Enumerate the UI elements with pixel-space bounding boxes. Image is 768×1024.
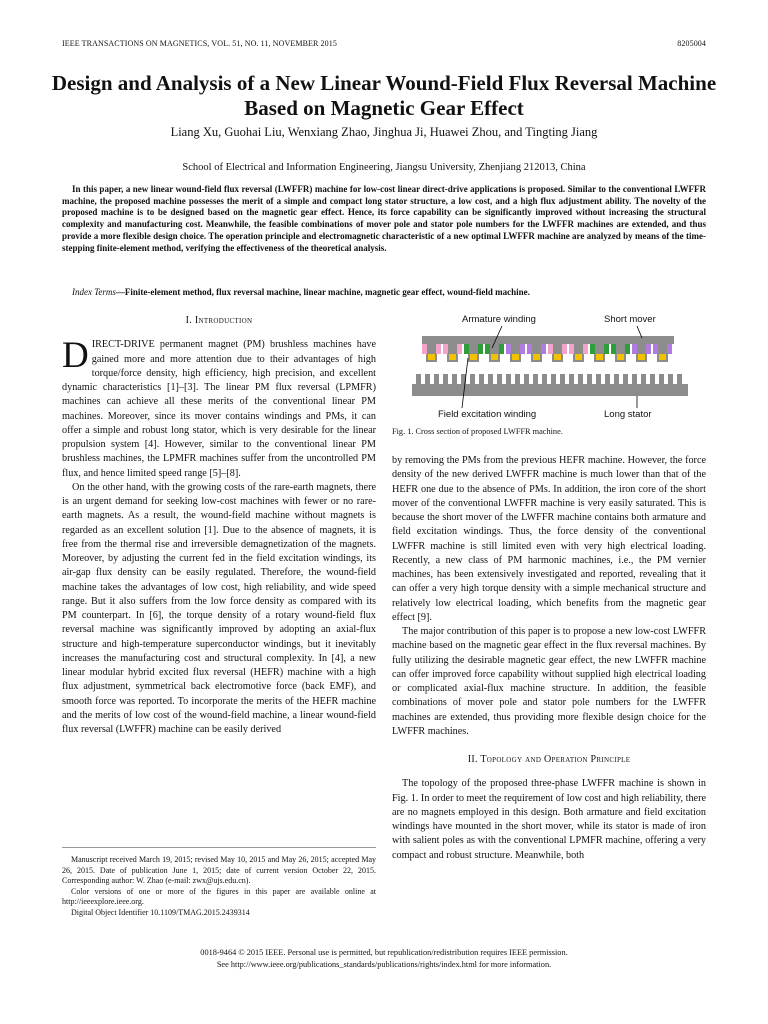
index-terms-text: Finite-element method, flux reversal machine, linear machine, magnetic gear effect, wound-field machine.	[124, 287, 530, 297]
armature-coil	[632, 344, 637, 354]
running-head	[62, 39, 706, 48]
armature-coil	[625, 344, 630, 354]
label-field-excitation-winding: Field excitation winding	[438, 409, 537, 420]
stator-tooth	[515, 374, 520, 384]
footnote-doi: Digital Object Identifier 10.1109/TMAG.2015.2439314	[71, 907, 250, 917]
stator-tooth	[614, 374, 619, 384]
author-list: Liang Xu, Guohai Liu, Wenxiang Zhao, Jinghua Ji, Huawei Zhou, and Tingting Jiang	[170, 125, 598, 139]
armature-coil	[667, 344, 672, 354]
stator-tooth	[542, 374, 547, 384]
copyright-notice	[62, 947, 706, 971]
armature-coil	[520, 344, 525, 354]
index-terms: Index Terms—Finite-element method, flux reversal machine, linear machine, magnetic gear effect, wound-field machine.	[72, 287, 530, 297]
stator-tooth	[659, 374, 664, 384]
stator-tooth	[497, 374, 502, 384]
label-short-mover: Short mover	[604, 314, 656, 325]
stator-tooth	[605, 374, 610, 384]
article-number: 8205004	[677, 39, 706, 48]
stator-tooth	[641, 374, 646, 384]
stator-tooth	[650, 374, 655, 384]
armature-coil	[562, 344, 567, 354]
armature-coil	[499, 344, 504, 354]
armature-coil	[485, 344, 490, 354]
stator-tooth	[668, 374, 673, 384]
stator-tooth	[524, 374, 529, 384]
footnote-rule	[62, 847, 376, 848]
field-coil	[428, 354, 435, 360]
stator-tooth	[578, 374, 583, 384]
footnote-manuscript: Manuscript received March 19, 2015; revised May 10, 2015 and May 26, 2015; accepted May 26, 2015. Date of publication June 1, 2015; date of current version October 22, 2015. Corresponding author: W. Zhao (e-mail: zwx@ujs.edu.cn).	[62, 855, 376, 886]
stator-tooth	[479, 374, 484, 384]
armature-coil	[548, 344, 553, 354]
stator-tooth	[452, 374, 457, 384]
stator-tooth	[587, 374, 592, 384]
section-heading-topology: II. Topology and Operation Principle	[467, 754, 631, 765]
field-coil	[491, 354, 498, 360]
topology-paragraph-1: The topology of the proposed three-phase LWFFR machine is shown in Fig. 1. In order to meet the requirement of low cost and high reliability, there are no magnets employed in this design. Both armature and field excitation windings have mounted in the short mover, while its stator is made of iron with salient poles as with the conventional LPMFR machine, offering a very compact and robust structure. Meanwhile, both	[392, 778, 706, 861]
stator-tooth	[623, 374, 628, 384]
armature-coil	[527, 344, 532, 354]
right-column	[392, 454, 706, 863]
field-coil	[512, 354, 519, 360]
stator-tooth	[569, 374, 574, 384]
armature-coil	[583, 344, 588, 354]
field-coil	[533, 354, 540, 360]
intro-paragraph-1	[62, 335, 376, 481]
journal-name: IEEE TRANSACTIONS ON MAGNETICS, VOL. 51, NO. 11, NOVEMBER 2015	[62, 39, 337, 48]
copyright-line-1: 0018-9464 © 2015 IEEE. Personal use is permitted, but republication/redistribution requires IEEE permission.	[200, 948, 568, 957]
stator-tooth	[533, 374, 538, 384]
stator-tooth	[596, 374, 601, 384]
index-terms-label: Index Terms	[72, 287, 116, 297]
paper-title: Design and Analysis of a New Linear Wound-Field Flux Reversal Machine Based on Magnetic Gear Effect	[51, 71, 717, 120]
footnote-color: Color versions of one or more of the figures in this paper are available online at http://ieeexplore.ieee.org.	[62, 886, 376, 907]
cross-section-diagram	[392, 312, 706, 424]
field-coil	[449, 354, 456, 360]
intro-paragraph-2: On the other hand, with the growing costs of the rare-earth magnets, there is an urgent demand for seeking low-cost machines with fewer or no rare-earth magnets. As a result, the wound-field machine without magnets is regarded as an excellent solution [1]. Due to the absence of magnets, it is free from the thermal rise and irreversible demagnetization of the magnets. Moreover, by adjusting the current fed in the field excitation windings, its air-gap flux density can be easily regulated. Therefore, the wound-field machine takes the advantages of low cost, high reliability, and wide speed range. But it also suffers from the low force density as compared with its PM counterpart. In [6], the torque density of a rotary wound-field flux reversal machine was significantly improved by adopting an axial-flux structure and high-temperature superconductor windings, but it inevitably increases the manufacturing cost and structural complexity. In [4], a new linear modular hybrid excited flux reversal (HEFR) machine with a high flux adjustment, symmetrical back electromotive force (back EMF), and smooth force was reported. To incorporate the merits of the HEFR machine and the merits of low cost of the wound-field machine, a linear wound-field flux reversal (LWFFR) machine can be easily derived	[62, 481, 376, 735]
mover-yoke	[422, 336, 674, 344]
field-coil	[575, 354, 582, 360]
footnote	[62, 855, 376, 919]
intro-paragraph-1-text: IRECT-DRIVE permanent magnet (PM) brushless machines have gained more and more attention due to their advantages of high torque/force density, high efficiency, high precision, and excellent dynamic characteristics [1]–[3]. The linear PM flux reversal (LPMFR) machines can achieve all these merits of the conventional linear PM machines. Moreover, since its mover contains windings and PMs, it can offer a simple and robust long stator, which is very desirable for the linear propulsion system [4]. However, similar to the conventional linear PM brushless machines, the LPMFR machines suffer from the uncontrolled PM flux, and hence limited speed range [5]–[8].	[62, 339, 376, 479]
stator-tooth	[677, 374, 682, 384]
stator-tooth	[488, 374, 493, 384]
stator-tooth	[470, 374, 475, 384]
figure-1	[392, 312, 706, 424]
stator-tooth	[425, 374, 430, 384]
field-coil	[617, 354, 624, 360]
armature-coil	[506, 344, 511, 354]
armature-coil	[646, 344, 651, 354]
armature-coil	[590, 344, 595, 354]
copyright-line-2: See http://www.ieee.org/publications_standards/publications/rights/index.html for more information.	[216, 960, 552, 969]
label-armature-winding: Armature winding	[462, 314, 536, 325]
abstract: In this paper, a new linear wound-field flux reversal (LWFFR) machine for low-cost linear direct-drive applications is proposed. Similar to the conventional LWFFR machine, the proposed machine possesses the merit of a simple and compact long stator structure, a low cost, and a high flux adjustment ability. The novelty of the proposed machine is to be designed based on the magnetic gear effect. Hence, its force capability can be significantly improved without increasing the structural complexity and manufacturing cost. Meanwhile, the feasible combinations of mover pole and stator pole numbers for the LWFFR machines are extended, and thus provide a more flexible design choice. The operation principle and electromagnetic characteristic of a new optimal LWFFR machine are analyzed by means of the time-stepping finite-element method, verifying the effectiveness of the theoretical analysis.	[62, 184, 706, 253]
field-coil	[596, 354, 603, 360]
stator-tooth	[551, 374, 556, 384]
stator-yoke	[412, 384, 688, 396]
stator-tooth	[434, 374, 439, 384]
intro-paragraph-3: by removing the PMs from the previous HEFR machine. However, the force density of the new derived LWFFR machine is much lower than that of the HEFR one due to the absence of PMs. In addition, the iron core of the short mover of the conventional LWFFR machine is very easily saturated. This is because the short mover of the LWFFR machine contains both armature and field excitation windings. Thus, the force density of the conventional LWFFR machine is still limited even with very high electrical loading. Recently, a new class of PM harmonic machines, i.e., the PM vernier machines, has been extensively investigated and reported, revealing that it can offer a very high torque density with a simple mechanical structure and relatively low electrical loading, which benefits from the magnetic gear effect [9].	[392, 455, 706, 623]
armature-coil	[653, 344, 658, 354]
label-long-stator: Long stator	[604, 409, 652, 420]
armature-coil	[611, 344, 616, 354]
stator-tooth	[632, 374, 637, 384]
affiliation: School of Electrical and Information Engineering, Jiangsu University, Zhenjiang 212013, China	[182, 162, 586, 173]
stator-tooth	[560, 374, 565, 384]
intro-paragraph-4: The major contribution of this paper is to propose a new low-cost LWFFR machine based on the magnetic gear effect in the flux reversal machines. By fully utilizing the desirable magnetic gear effect, the new LWFFR machine can offer improved force capability without supplied high electrical loading or complicated axial-flux machine structure. In addition, the feasible combinations of mover pole and stator pole numbers for the LWFFR machines are extended, thus providing more flexible design choice for the LWFFR machines.	[392, 626, 706, 737]
field-coil	[659, 354, 666, 360]
left-column	[62, 314, 376, 737]
drop-cap: D	[62, 335, 89, 377]
field-coil	[554, 354, 561, 360]
field-coil	[470, 354, 477, 360]
stator-tooth	[416, 374, 421, 384]
armature-coil	[436, 344, 441, 354]
armature-coil	[464, 344, 469, 354]
armature-coil	[541, 344, 546, 354]
figure-caption: Fig. 1. Cross section of proposed LWFFR machine.	[392, 427, 563, 436]
armature-coil	[443, 344, 448, 354]
armature-coil	[457, 344, 462, 354]
armature-coil	[478, 344, 483, 354]
section-heading-introduction: I. Introduction	[185, 315, 253, 326]
armature-coil	[569, 344, 574, 354]
armature-coil	[604, 344, 609, 354]
stator-tooth	[443, 374, 448, 384]
field-coil	[638, 354, 645, 360]
armature-coil	[422, 344, 427, 354]
stator-tooth	[506, 374, 511, 384]
